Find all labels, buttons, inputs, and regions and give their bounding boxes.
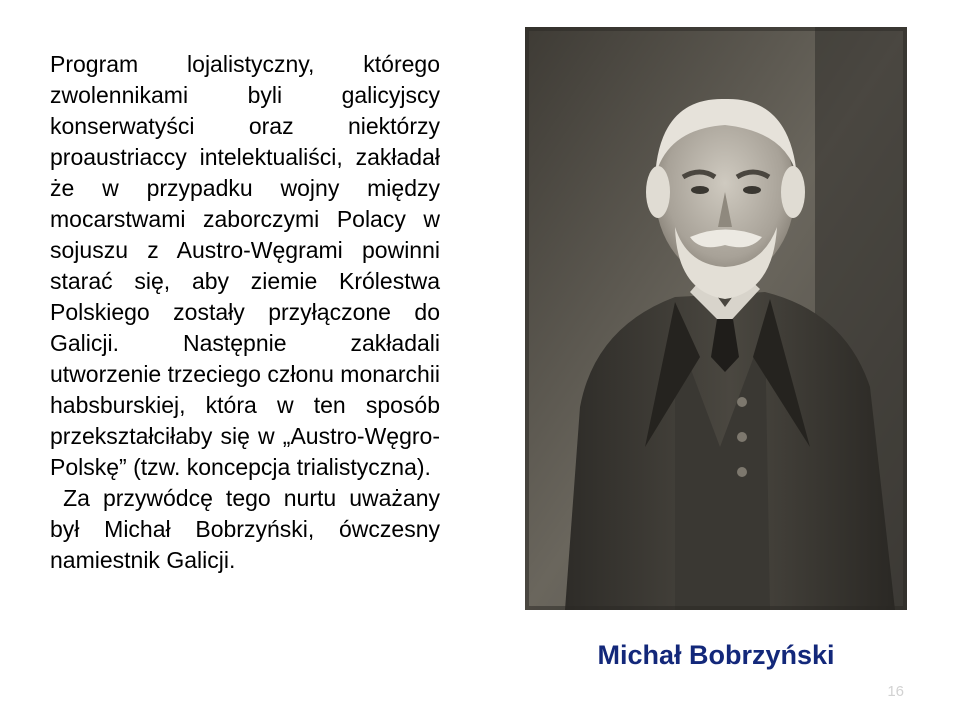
paragraph-main: Program lojalistyczny, którego zwolennikami byli galicyjscy konserwatyści oraz niektórzy proaustriaccy intelektualiści, zakładał że w przypadku wojny między mocarstwami zaborczymi Polacy w sojuszu z Austro-Węgrami powinni starać się, aby ziemie Królestwa Polskiego zostały przyłączone do Galicji. Następnie zakładali utworzenie trzeciego członu monarchii habsburskiej, która w ten sposób przekształciłaby się w „Austro-Węgro-Polskę” (tzw. koncepcja trialistyczna).: [50, 51, 440, 480]
portrait-caption: Michał Bobrzyński: [597, 640, 835, 670]
portrait-image: [525, 27, 907, 610]
portrait-photo: [525, 27, 907, 610]
paragraph-leader: Za przywódcę tego nurtu uważany był Michał Bobrzyński, ówczesny namiestnik Galicji.: [50, 485, 447, 573]
page-number: 16: [887, 683, 904, 700]
body-text: [50, 49, 447, 576]
